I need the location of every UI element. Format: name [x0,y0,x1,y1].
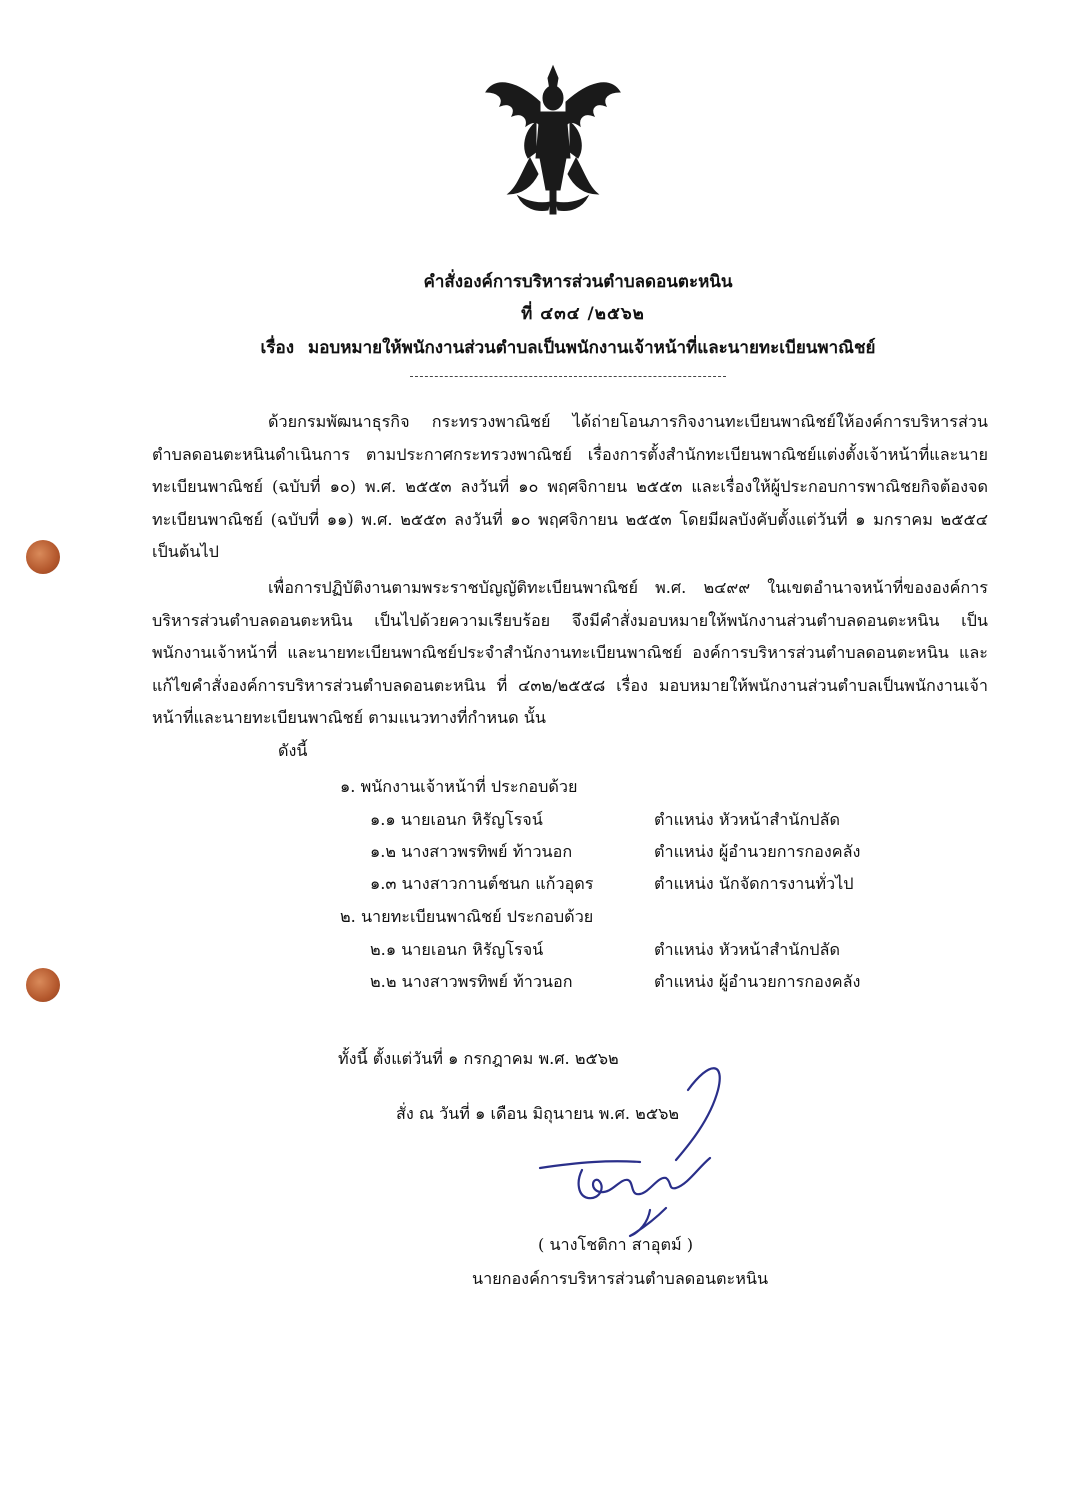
member-position: ตำแหน่ง นักจัดการงานทั่วไป [654,874,854,893]
paragraph-2-text: เพื่อการปฏิบัติงานตามพระราชบัญญัติทะเบียนพาณิชย์ พ.ศ. ๒๔๙๙ ในเขตอำนาจหน้าที่ขององค์การบริหารส่วนตำบลดอนตะหนิน เป็นไปด้วยความเรียบร้อย จึงมีคำสั่งมอบหมายให้พนักงานส่วนตำบลดอนตะหนิน เป็นพนักงานเจ้าหน้าที่ และนายทะเบียนพาณิชย์ประจำสำนักงานทะเบียนพาณิชย์ องค์การบริหารส่วนตำบลดอนตะหนิน และแก้ไขคำสั่งองค์การบริหารส่วนตำบลดอนตะหนิน ที่ ๔๓๒/๒๕๕๘ เรื่อง มอบหมายให้พนักงานส่วนตำบลเป็นพนักงานเจ้าหน้าที่และนายทะเบียนพาณิชย์ ตามแนวทางที่กำหนด นั้น [152,578,988,727]
member-position: ตำแหน่ง ผู้อำนวยการกองคลัง [654,842,861,861]
member-name: ๒.๒ นางสาวพรทิพย์ ท้าวนอก [370,972,573,991]
member-position: ตำแหน่ง ผู้อำนวยการกองคลัง [654,972,861,991]
punch-hole-icon [26,968,60,1002]
paragraph-2 [152,572,988,735]
signer-title: นายกองค์การบริหารส่วนตำบลดอนตะหนิน [472,1269,769,1288]
header-divider [410,376,726,377]
group-heading: ๒. นายทะเบียนพาณิชย์ ประกอบด้วย [340,907,594,926]
subject-text: มอบหมายให้พนักงานส่วนตำบลเป็นพนักงานเจ้าหน้าที่และนายทะเบียนพาณิชย์ [308,338,876,358]
member-name: ๑.๑ นายเอนก หิรัญโรจน์ [370,810,543,829]
order-title: คำสั่งองค์การบริหารส่วนตำบลดอนตะหนิน [423,272,733,292]
punch-hole-icon [26,540,60,574]
member-name: ๑.๓ นางสาวกานต์ชนก แก้วอุดร [370,874,594,893]
effective-date: ทั้งนี้ ตั้งแต่วันที่ ๑ กรกฎาคม พ.ศ. ๒๕๖๒ [338,1049,619,1068]
member-position: ตำแหน่ง หัวหน้าสำนักปลัด [654,810,840,829]
paragraph-1 [152,406,988,569]
order-date: สั่ง ณ วันที่ ๑ เดือน มิถุนายน พ.ศ. ๒๕๖๒ [396,1104,680,1123]
paragraph-1-text: ด้วยกรมพัฒนาธุรกิจ กระทรวงพาณิชย์ ได้ถ่ายโอนภารกิจงานทะเบียนพาณิชย์ให้องค์การบริหารส่วนตำบลดอนตะหนินดำเนินการ ตามประกาศกระทรวงพาณิชย์ เรื่องการตั้งสำนักทะเบียนพาณิชย์แต่งตั้งเจ้าหน้าที่และนายทะเบียนพาณิชย์ (ฉบับที่ ๑๐) พ.ศ. ๒๕๕๓ ลงวันที่ ๑๐ พฤศจิกายน ๒๕๕๓ และเรื่องให้ผู้ประกอบการพาณิชยกิจต้องจดทะเบียนพาณิชย์ (ฉบับที่ ๑๑) พ.ศ. ๒๕๕๓ ลงวันที่ ๑๐ พฤศจิกายน ๒๕๕๓ โดยมีผลบังคับตั้งแต่วันที่ ๑ มกราคม ๒๕๕๔ เป็นต้นไป [152,412,988,561]
subject-line [25,334,1086,361]
order-number: ที่ ๔๓๔ /๒๕๖๒ [521,304,645,324]
paragraph-3: ดังนี้ [278,741,308,760]
member-position: ตำแหน่ง หัวหน้าสำนักปลัด [654,940,840,959]
signer-name: ( นางโชติกา สาอุตม์ ) [538,1235,694,1254]
member-name: ๒.๑ นายเอนก หิรัญโรจน์ [370,940,544,959]
group-heading: ๑. พนักงานเจ้าหน้าที่ ประกอบด้วย [340,777,578,796]
member-name: ๑.๒ นางสาวพรทิพย์ ท้าวนอก [370,842,573,861]
garuda-emblem-icon [478,62,628,222]
subject-label: เรื่อง [260,338,294,358]
